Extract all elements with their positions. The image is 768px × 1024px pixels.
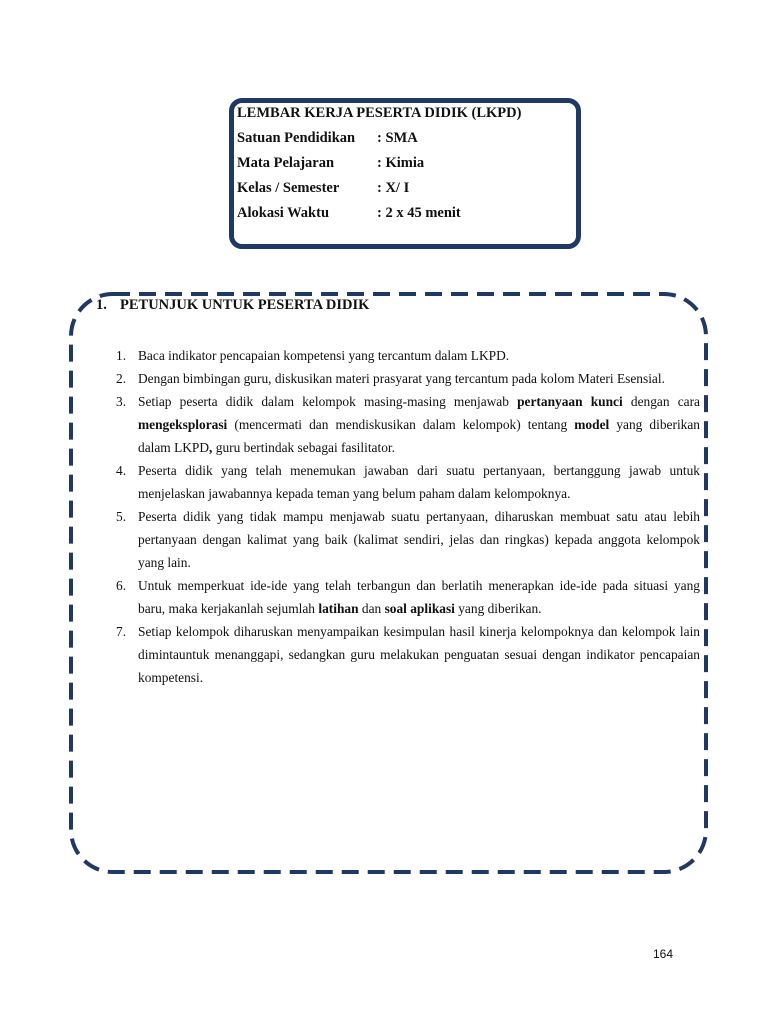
- instruction-item: [116, 367, 700, 390]
- instruction-text: Setiap kelompok diharuskan menyampaikan kesimpulan hasil kinerja kelompoknya dan kelompok lain dimintauntuk menanggapi, sedangkan guru melakukan penguatan sesuai dengan indikator pencapaian kompetensi.: [138, 624, 700, 685]
- section-heading: [96, 297, 369, 314]
- instructions-list: [116, 344, 700, 689]
- instruction-item: [116, 459, 700, 505]
- instruction-number: 7.: [116, 624, 127, 639]
- instruction-text: Peserta didik yang telah menemukan jawaban dari suatu pertanyaan, bertanggung jawab untuk menjelaskan jawabannya kepada teman yang belum paham dalam kelompoknya.: [138, 463, 700, 501]
- instruction-text: Untuk memperkuat ide-ide yang telah terbangun dan berlatih menerapkan ide-ide pada situasi yang baru, maka kerjakanlah sejumlah: [138, 578, 700, 616]
- instruction-text: dengan cara: [622, 394, 700, 409]
- instruction-text: yang diberikan.: [454, 601, 542, 616]
- header-label: Kelas / Semester: [237, 180, 340, 196]
- instruction-bold-text: soal aplikasi: [384, 601, 455, 616]
- instruction-bold-text: ,: [209, 440, 213, 455]
- page-number: 164: [653, 947, 674, 961]
- instruction-text: yang diberikan dalam LKPD: [138, 417, 700, 455]
- instruction-item: [116, 505, 700, 574]
- header-value: : 2 x 45 menit: [377, 205, 461, 221]
- instruction-bold-text: latihan: [318, 601, 359, 616]
- section-title: PETUNJUK UNTUK PESERTA DIDIK: [120, 297, 370, 313]
- header-label: Satuan Pendidikan: [237, 130, 356, 146]
- instruction-bold-text: pertanyaan kunci: [517, 394, 623, 409]
- instruction-text: Baca indikator pencapaian kompetensi yang tercantum dalam LKPD.: [138, 348, 510, 363]
- header-label: Mata Pelajaran: [237, 155, 335, 171]
- instruction-number: 2.: [116, 371, 127, 386]
- section-number: 1.: [96, 297, 107, 313]
- instruction-text: Dengan bimbingan guru, diskusikan materi prasyarat yang tercantum pada kolom Materi Esensial.: [138, 371, 665, 386]
- worksheet-title: LEMBAR KERJA PESERTA DIDIK (LKPD): [237, 105, 522, 121]
- instruction-item: [116, 574, 700, 620]
- instruction-item: [116, 390, 700, 459]
- instruction-bold-text: model: [574, 417, 610, 432]
- instruction-text: (mencermati dan mendiskusikan dalam kelompok) tentang: [227, 417, 575, 432]
- header-value: : X/ I: [377, 180, 410, 196]
- instruction-number: 6.: [116, 578, 127, 593]
- instruction-text: Peserta didik yang tidak mampu menjawab suatu pertanyaan, diharuskan membuat satu atau lebih pertanyaan dengan kalimat yang baik (kalimat sendiri, jelas dan ringkas) kepada anggota kelompok yang lain.: [138, 509, 700, 570]
- header-label: Alokasi Waktu: [237, 205, 330, 221]
- instruction-item: [116, 620, 700, 689]
- instruction-number: 3.: [116, 394, 127, 409]
- header-value: : SMA: [377, 130, 418, 146]
- instruction-text: Setiap peserta didik dalam kelompok masing-masing menjawab: [138, 394, 518, 409]
- instruction-text: dan: [358, 601, 385, 616]
- instruction-number: 1.: [116, 348, 127, 363]
- instruction-bold-text: mengeksplorasi: [138, 417, 228, 432]
- header-value: : Kimia: [377, 155, 425, 171]
- instruction-number: 4.: [116, 463, 127, 478]
- instruction-text: guru bertindak sebagai fasilitator.: [212, 440, 395, 455]
- instruction-number: 5.: [116, 509, 127, 524]
- instruction-item: [116, 344, 700, 367]
